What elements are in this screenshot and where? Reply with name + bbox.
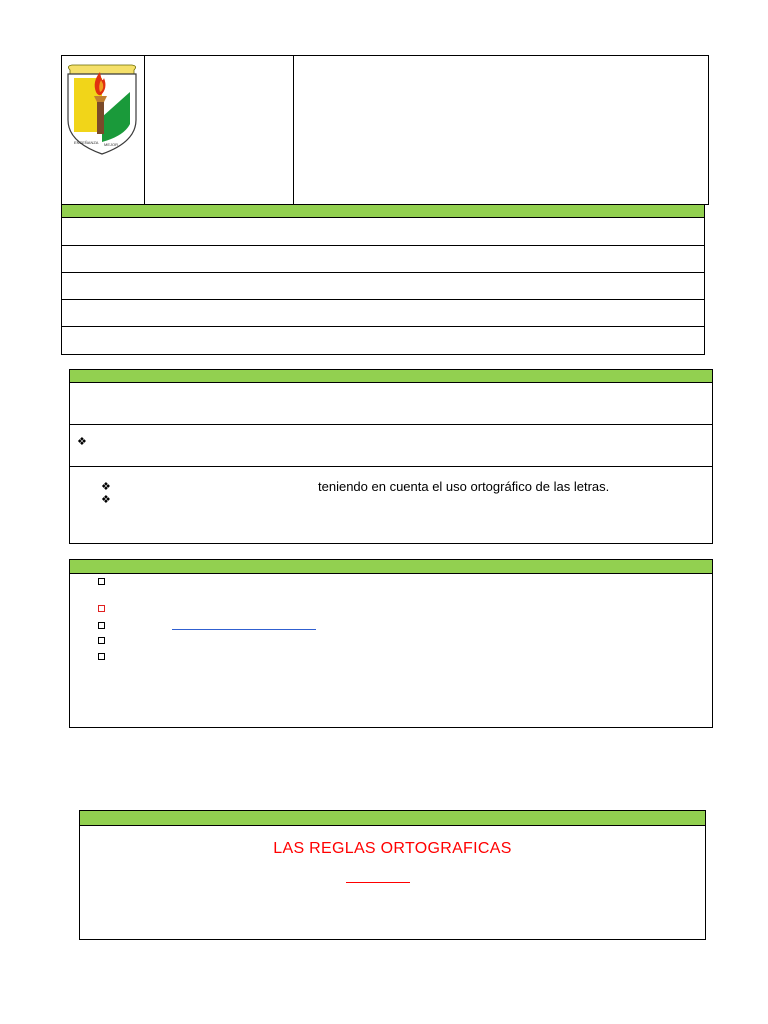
- checkbox-square-icon: [98, 578, 105, 585]
- checklist-section-bar: [69, 559, 713, 574]
- info-section-bar: [61, 204, 705, 218]
- link-underline[interactable]: [172, 629, 316, 630]
- title-underline: [346, 882, 410, 883]
- svg-text:ENSEÑANZA: ENSEÑANZA: [74, 140, 99, 145]
- reading-section-bar: [79, 810, 706, 826]
- school-logo: [64, 62, 140, 156]
- info-row-divider-1: [61, 245, 705, 246]
- info-row-divider-3: [61, 299, 705, 300]
- checkbox-square-icon: [98, 605, 105, 612]
- diamond-bullet-icon: ❖: [101, 481, 111, 493]
- header-divider-2: [293, 55, 294, 205]
- info-row-divider-2: [61, 272, 705, 273]
- checkbox-square-icon: [98, 622, 105, 629]
- header-divider-1: [144, 55, 145, 205]
- info-row-divider-4: [61, 326, 705, 327]
- objectives-row-divider-1: [69, 424, 713, 425]
- objectives-row-divider-2: [69, 466, 713, 467]
- school-crest-torch-icon: [64, 62, 140, 156]
- reading-title: LAS REGLAS ORTOGRAFICAS: [273, 840, 512, 857]
- svg-text:MEJOR: MEJOR: [104, 142, 118, 147]
- diamond-bullet-icon: ❖: [77, 436, 87, 448]
- objective-text: teniendo en cuenta el uso ortográfico de las letras.: [318, 479, 610, 494]
- header-table: [61, 55, 709, 205]
- objectives-section-bar: [69, 369, 713, 383]
- checkbox-square-icon: [98, 637, 105, 644]
- checkbox-square-icon: [98, 653, 105, 660]
- checklist-table: [69, 573, 713, 728]
- info-rows-table: [61, 217, 705, 355]
- objectives-table: [69, 382, 713, 544]
- diamond-bullet-icon: ❖: [101, 494, 111, 506]
